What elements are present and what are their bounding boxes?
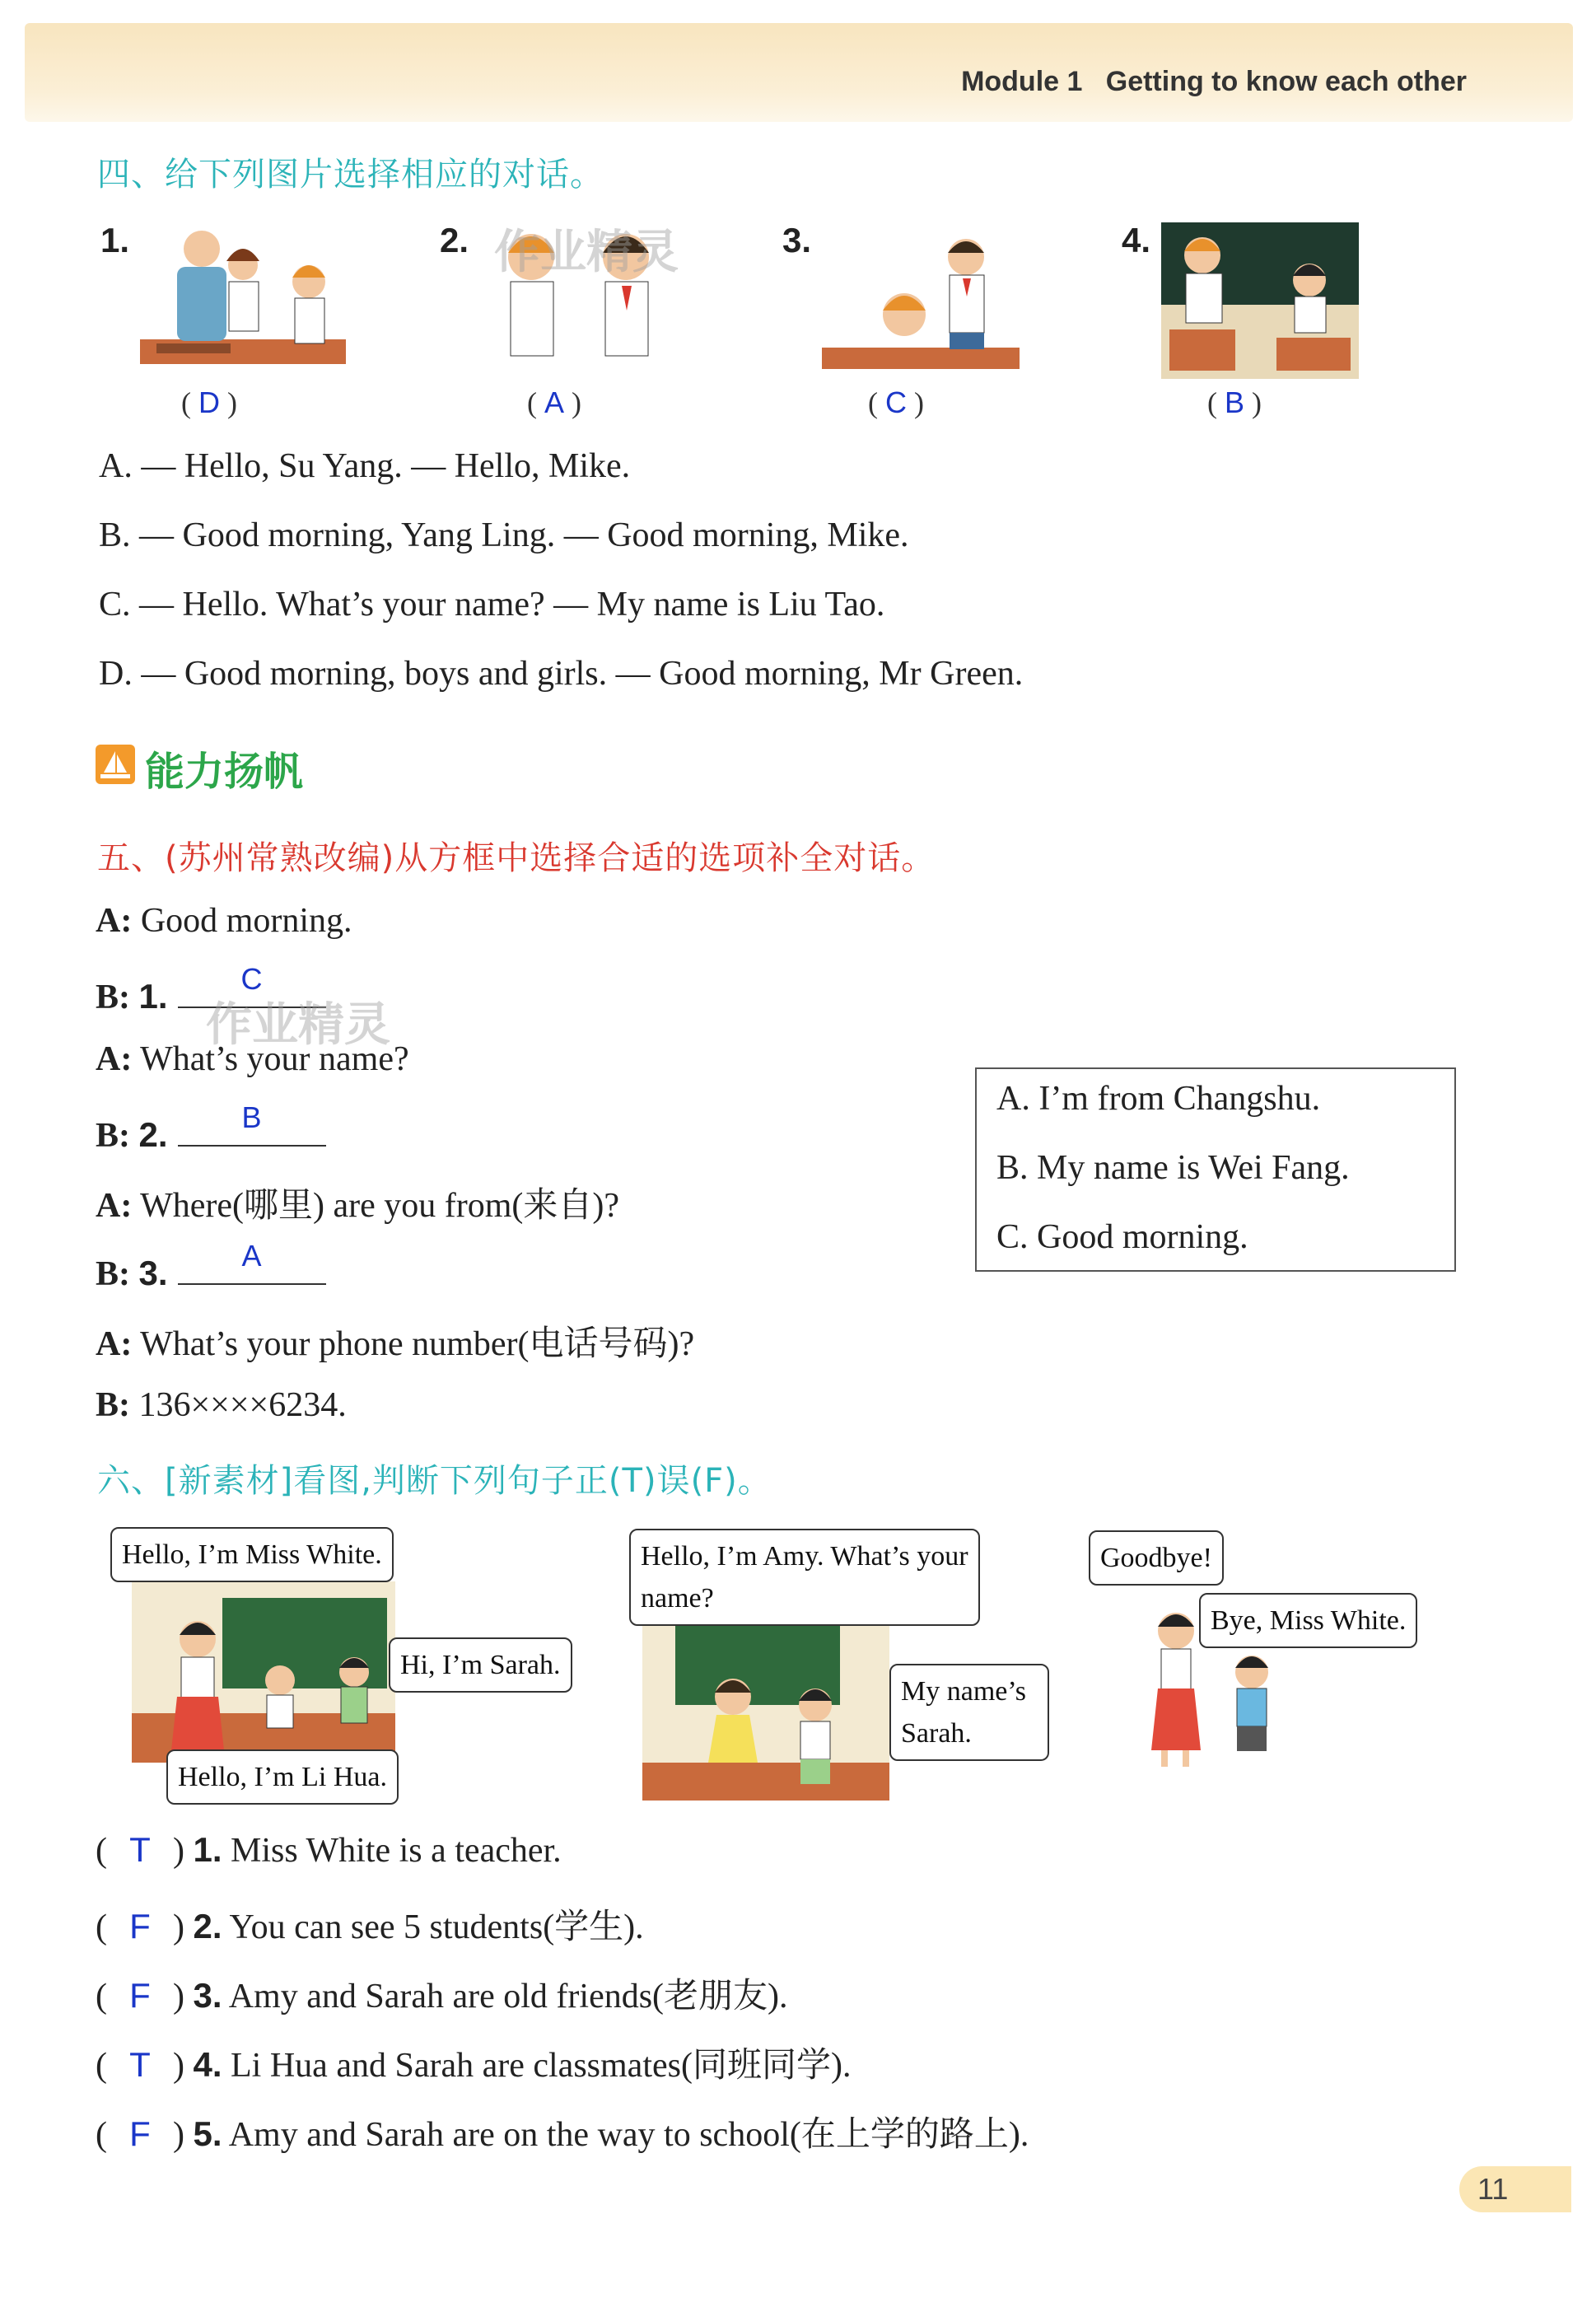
ability-heading: 能力扬帆 — [145, 749, 304, 795]
picture-2-answer: ( A ) — [527, 385, 582, 419]
section6-title: 六、[新素材]看图,判断下列句子正(T)误(F)。 — [97, 1462, 772, 1500]
bubble-miss-white: Hello, I’m Miss White. — [110, 1527, 394, 1582]
bubble-li-hua: Hello, I’m Li Hua. — [166, 1749, 399, 1805]
module-header: Module 1 Getting to know each other — [961, 66, 1467, 97]
bubble-sarah-1: Hi, I’m Sarah. — [389, 1637, 572, 1693]
picture-4 — [1161, 222, 1359, 379]
dialogue-line-4: B: 2. B — [96, 1109, 326, 1156]
bubble-goodbye: Goodbye! — [1089, 1530, 1224, 1586]
bubble-sarah-2: My name’s Sarah. — [889, 1664, 1049, 1761]
bubble-amy: Hello, I’m Amy. What’s your name? — [629, 1529, 980, 1626]
option-c: C. — Hello. What’s your name? — My name is Liu Tao. — [99, 586, 885, 624]
watermark-1: 作业精灵 — [494, 226, 679, 279]
dialogue-line-7: A: What’s your phone number(电话号码)? — [96, 1325, 695, 1363]
dialogue-line-2: B: 1. C — [96, 970, 326, 1017]
picture-2-number: 2. — [440, 221, 469, 259]
picture-3-number: 3. — [782, 221, 812, 259]
picture-4-answer: ( B ) — [1207, 385, 1262, 419]
choice-c: C. Good morning. — [996, 1218, 1248, 1256]
bubble-bye-miss-white: Bye, Miss White. — [1199, 1593, 1417, 1648]
choice-box — [975, 1067, 1456, 1272]
page-number: 11 — [1459, 2166, 1571, 2212]
tf-item-2: ( F ) 2. You can see 5 students(学生). — [96, 1907, 644, 1946]
tf-item-1: ( T ) 1. Miss White is a teacher. — [96, 1830, 562, 1870]
tf-item-5: ( F ) 5. Amy and Sarah are on the way to school(在上学的路上). — [96, 2114, 1029, 2154]
dialogue-line-3: A: What’s your name? — [96, 1040, 409, 1078]
dialogue-line-5: A: Where(哪里) are you from(来自)? — [96, 1187, 619, 1225]
sail-icon — [96, 745, 135, 784]
choice-a: A. I’m from Changshu. — [996, 1080, 1321, 1118]
picture-4-number: 4. — [1122, 221, 1151, 259]
tf-item-4: ( T ) 4. Li Hua and Sarah are classmates(同班同学). — [96, 2045, 852, 2085]
scene-2-illustration — [642, 1614, 889, 1801]
dialogue-line-6: B: 3. A — [96, 1247, 326, 1294]
tf-item-3: ( F ) 3. Amy and Sarah are old friends(老朋友). — [96, 1976, 788, 2015]
picture-1 — [140, 216, 346, 381]
option-a: A. — Hello, Su Yang. — Hello, Mike. — [99, 447, 631, 485]
section4-title: 四、给下列图片选择相应的对话。 — [97, 156, 604, 194]
dialogue-line-8: B: 136××××6234. — [96, 1386, 347, 1424]
choice-b: B. My name is Wei Fang. — [996, 1149, 1350, 1187]
scene-1-illustration — [132, 1581, 395, 1763]
dialogue-line-1: A: Good morning. — [96, 902, 352, 940]
option-d: D. — Good morning, boys and girls. — Good morning, Mr Green. — [99, 655, 1024, 693]
watermark-2: 作业精灵 — [206, 998, 390, 1052]
picture-3 — [822, 232, 1020, 381]
option-b: B. — Good morning, Yang Ling. — Good morning, Mike. — [99, 516, 909, 554]
section5-title: 五、(苏州常熟改编)从方框中选择合适的选项补全对话。 — [97, 839, 936, 877]
picture-1-answer: ( D ) — [181, 385, 237, 419]
picture-1-number: 1. — [100, 221, 130, 259]
picture-3-answer: ( C ) — [868, 385, 924, 419]
